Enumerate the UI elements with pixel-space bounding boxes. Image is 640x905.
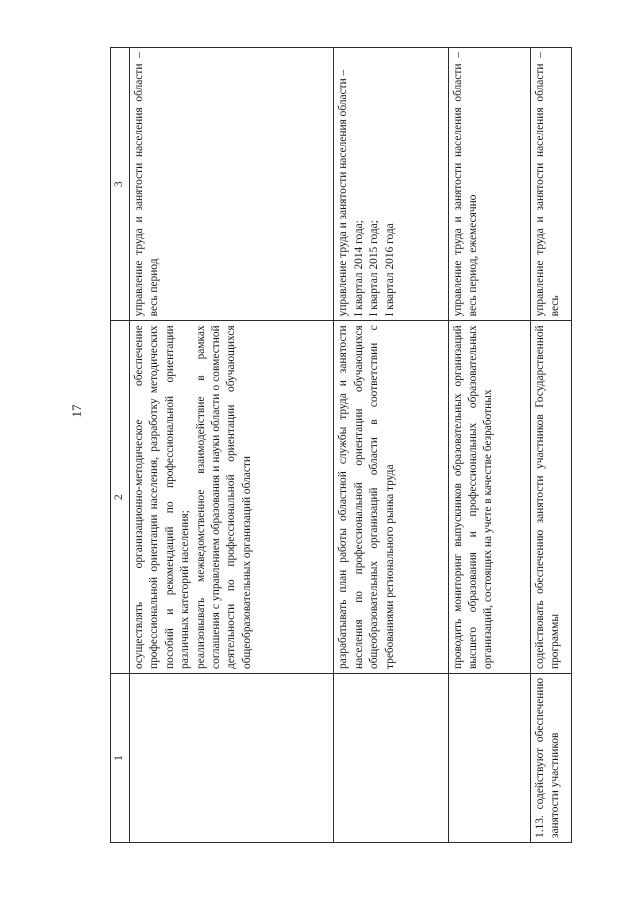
- responsible-cell: [129, 48, 333, 321]
- action-cell: [530, 321, 571, 674]
- responsible-cell: [448, 48, 530, 321]
- deadline-text: I квартал 2014 года;: [352, 220, 365, 317]
- action-text: проводить мониторинг выпускников образовательных организаций высшего образования и профессиональных образовательных организаций, состоящих на учете в качестве безработных: [451, 325, 495, 669]
- responsible-cell: [530, 48, 571, 321]
- table-header-row: [111, 48, 130, 843]
- table-row: [530, 48, 571, 843]
- measure-cell: [129, 673, 333, 842]
- responsible-text: управление труда и занятости населения области – весь: [533, 52, 562, 317]
- deadline-text: I квартал 2016 года: [383, 223, 396, 317]
- measures-table: [110, 47, 572, 843]
- header-cell-2: 2: [111, 321, 130, 674]
- responsible-text: управление труда и занятости населения области – весь период, ежемесячно: [451, 52, 480, 317]
- header-cell-3: 3: [111, 48, 130, 321]
- header-cell-1: 1: [111, 673, 130, 842]
- table-row: [448, 48, 530, 843]
- action-text: разрабатывать план работы областной службы труда и занятости населения по профессиональной ориентации обучающихся общеобразовательных организаций области в соответствии с требованиями регионального рынка труда: [337, 325, 396, 669]
- action-cell: [334, 321, 448, 674]
- page-number: 17: [69, 404, 84, 418]
- table-row: [129, 48, 333, 843]
- rotated-table-container: [110, 47, 572, 843]
- responsible-text: управление труда и занятости населения области – весь период: [132, 52, 161, 317]
- measure-cell: [448, 673, 530, 842]
- action-text: содействовать обеспечению занятости участников Государственной программы: [533, 325, 562, 669]
- measure-cell: [334, 673, 448, 842]
- action-cell: [448, 321, 530, 674]
- action-text: реализовывать межведомственное взаимодействие в рамках соглашения с управлением образования и науки области о совместной деятельности по профессиональной ориентации обучающихся общеобразовательных организаций области: [194, 325, 253, 669]
- measure-cell: 1.13. содействуют обеспечению занятости участников: [530, 673, 571, 842]
- deadline-text: I квартал 2015 года;: [368, 220, 381, 317]
- action-text: осуществлять организационно-методическое обеспечение профессиональной ориентации населения, разработку методических пособий и рекомендаций по профессиональной ориентации различных категорий населения;: [132, 325, 192, 669]
- table-row: [334, 48, 448, 843]
- action-cell: [129, 321, 333, 674]
- responsible-text: управление труда и занятости населения области –: [337, 69, 350, 317]
- responsible-cell: [334, 48, 448, 321]
